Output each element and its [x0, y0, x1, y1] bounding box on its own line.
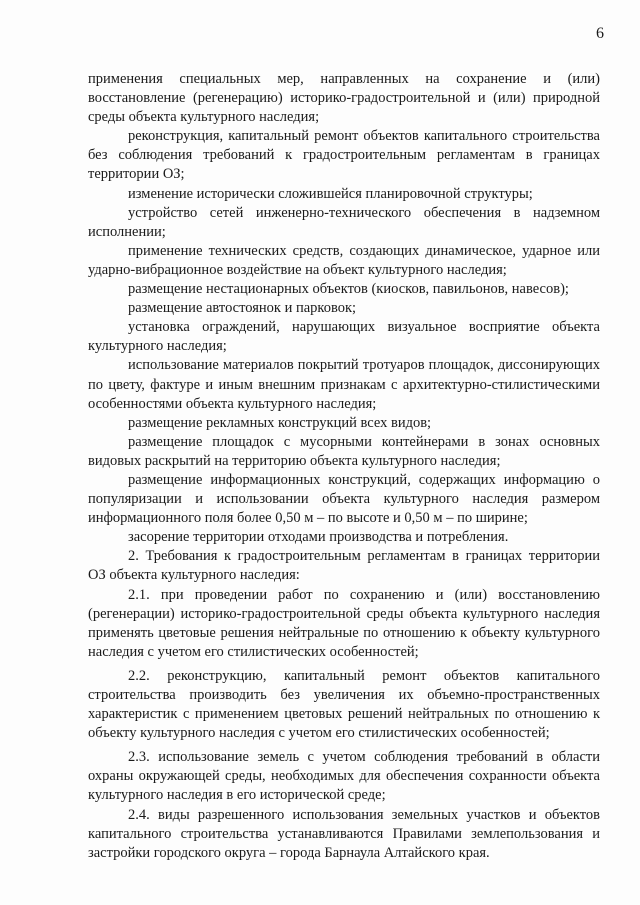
paragraph: 2.1. при проведении работ по сохранению и (или) восстановлению (регенерации) историко-градостроительной среды объекта культурного наследия применять цветовые решения нейтральные по отношению к объекту культурного наследия с учетом его стилистических особенностей; [88, 586, 600, 660]
paragraph: засорение территории отходами производства и потребления. [128, 529, 509, 546]
paragraph: размещение рекламных конструкций всех видов; [128, 414, 432, 431]
paragraph: 2.3. использование земель с учетом соблюдения требований в области охраны окружающей среды, необходимых для обеспечения сохранности объекта культурного наследия в его исторической среде; [88, 749, 600, 804]
paragraph: использование материалов покрытий тротуаров площадок, диссонирующих по цвету, фактуре и иным внешним признакам с архитектурно-стилистическими особенностями объекта культурного наследия; [88, 357, 600, 412]
paragraph: устройство сетей инженерно-технического обеспечения в надземном исполнении; [88, 204, 600, 240]
paragraph: установка ограждений, нарушающих визуальное восприятие объекта культурного наследия; [88, 319, 600, 355]
paragraph: размещение нестационарных объектов (киосков, павильонов, навесов); [128, 281, 569, 298]
paragraph: размещение автостоянок и парковок; [128, 300, 357, 317]
paragraph: применение технических средств, создающих динамическое, ударное или ударно-вибрационное воздействие на объект культурного наследия; [88, 242, 600, 278]
paragraph: 2.4. виды разрешенного использования земельных участков и объектов капитального строительства устанавливаются Правилами землепользования и застройки городского округа – города Барнаула Алтайского края. [88, 806, 600, 861]
paragraph: 2. Требования к градостроительным регламентам в границах территории ОЗ объекта культурного наследия: [88, 548, 600, 584]
page-number: 6 [596, 25, 604, 42]
paragraph: применения специальных мер, направленных на сохранение и (или) восстановление (регенерацию) историко-градостроительной и (или) природной среды объекта культурного наследия; [88, 71, 600, 126]
paragraph: размещение площадок с мусорными контейнерами в зонах основных видовых раскрытий на территорию объекта культурного наследия; [88, 433, 600, 469]
paragraph: изменение исторически сложившейся планировочной структуры; [128, 185, 533, 202]
body-text [88, 70, 600, 863]
paragraph: 2.2. реконструкцию, капитальный ремонт объектов капитального строительства производить без увеличения их объемно-пространственных характеристик с применением цветовых решений нейтральных по отношению к объекту культурного наследия с учетом его стилистических особенностей; [88, 667, 600, 742]
paragraph: размещение информационных конструкций, содержащих информацию о популяризации и использовании объекта культурного наследия размером информационного поля более 0,50 м – по высоте и 0,50 м – по ширине; [88, 471, 600, 527]
paragraph: реконструкция, капитальный ремонт объектов капитального строительства без соблюдения требований к градостроительным регламентам в границах территории ОЗ; [88, 128, 600, 183]
